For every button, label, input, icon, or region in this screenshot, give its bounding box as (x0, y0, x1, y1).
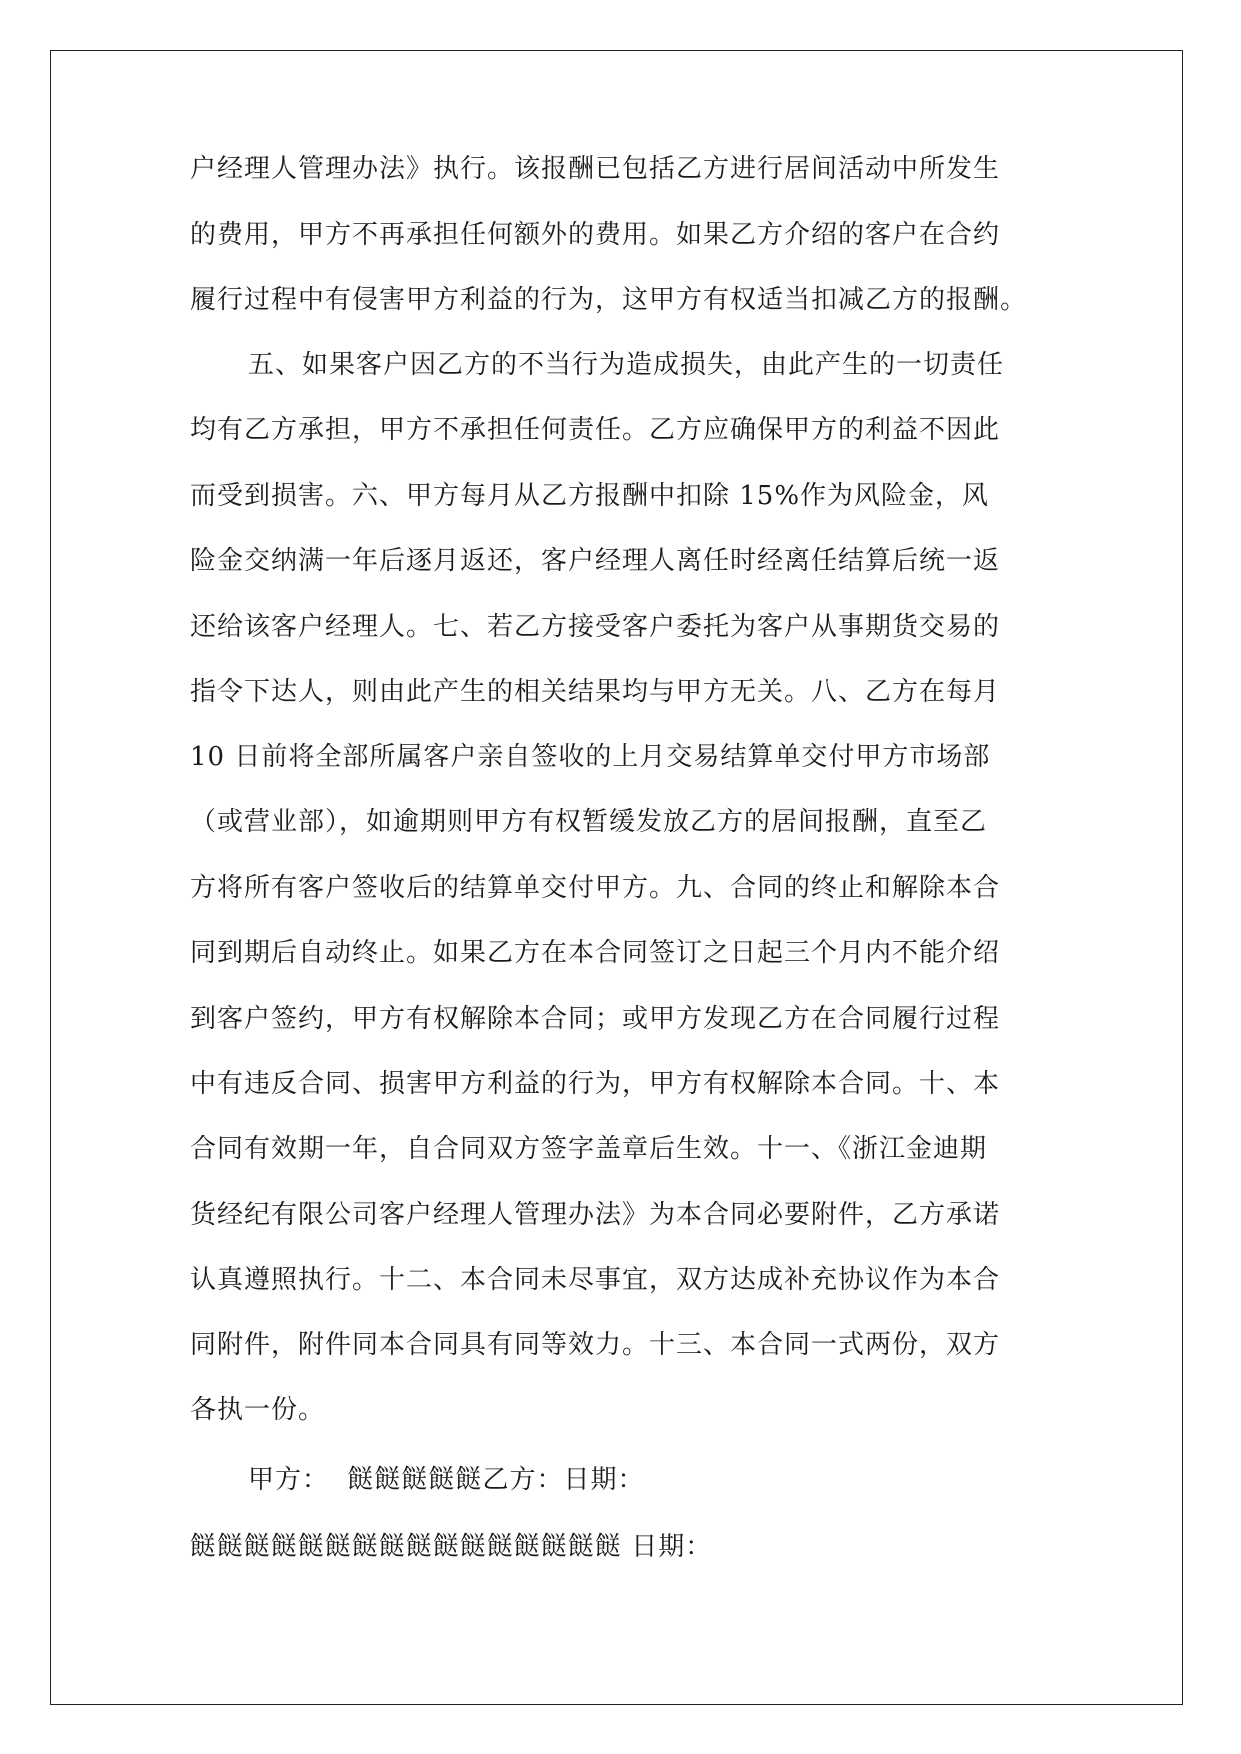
paragraph-line: 各执一份。 (190, 1395, 326, 1425)
paragraph-line: （或营业部），如逾期则甲方有权暂缓发放乙方的居间报酬，直至乙 (190, 807, 988, 837)
paragraph-line: 还给该客户经理人。七、若乙方接受客户委托为客户从事期货交易的 (190, 612, 1001, 642)
paragraph-line: 指令下达人，则由此产生的相关结果均与甲方无关。八、乙方在每月 (190, 677, 1001, 707)
paragraph-line: 认真遵照执行。十二、本合同未尽事宜，双方达成补充协议作为本合 (190, 1265, 1001, 1295)
paragraph-line: 同到期后自动终止。如果乙方在本合同签订之日起三个月内不能介绍 (190, 938, 1001, 968)
paragraph-line: 履行过程中有侵害甲方利益的行为，这甲方有权适当扣减乙方的报酬。 (190, 285, 1028, 315)
paragraph-line: 方将所有客户签收后的结算单交付甲方。九、合同的终止和解除本合 (190, 873, 1001, 903)
signature-line-party-a: 甲方： 餸餸餸餸餸乙方：日期： (248, 1465, 645, 1495)
paragraph-line: 的费用，甲方不再承担任何额外的费用。如果乙方介绍的客户在合约 (190, 220, 1001, 250)
paragraph-line: 而受到损害。六、甲方每月从乙方报酬中扣除 15%作为风险金，风 (190, 481, 990, 511)
paragraph-line: 中有违反合同、损害甲方利益的行为，甲方有权解除本合同。十、本 (190, 1069, 1001, 1099)
paragraph-line: 同附件，附件同本合同具有同等效力。十三、本合同一式两份，双方 (190, 1330, 1001, 1360)
paragraph-line: 险金交纳满一年后逐月返还，客户经理人离任时经离任结算后统一返 (190, 546, 1001, 576)
paragraph-line: 户经理人管理办法》执行。该报酬已包括乙方进行居间活动中所发生 (190, 154, 1001, 184)
signature-line-party-b: 餸餸餸餸餸餸餸餸餸餸餸餸餸餸餸餸 日期： (190, 1532, 713, 1562)
paragraph-line: 五、如果客户因乙方的不当行为造成损失，由此产生的一切责任 (248, 350, 1005, 380)
paragraph-line: 到客户签约，甲方有权解除本合同；或甲方发现乙方在合同履行过程 (190, 1004, 1001, 1034)
paragraph-line: 10 日前将全部所属客户亲自签收的上月交易结算单交付甲方市场部 (190, 742, 991, 772)
paragraph-line: 均有乙方承担，甲方不承担任何责任。乙方应确保甲方的利益不因此 (190, 415, 1001, 445)
paragraph-line: 合同有效期一年，自合同双方签字盖章后生效。十一、《浙江金迪期 (190, 1134, 988, 1164)
paragraph-line: 货经纪有限公司客户经理人管理办法》为本合同必要附件，乙方承诺 (190, 1200, 1001, 1230)
